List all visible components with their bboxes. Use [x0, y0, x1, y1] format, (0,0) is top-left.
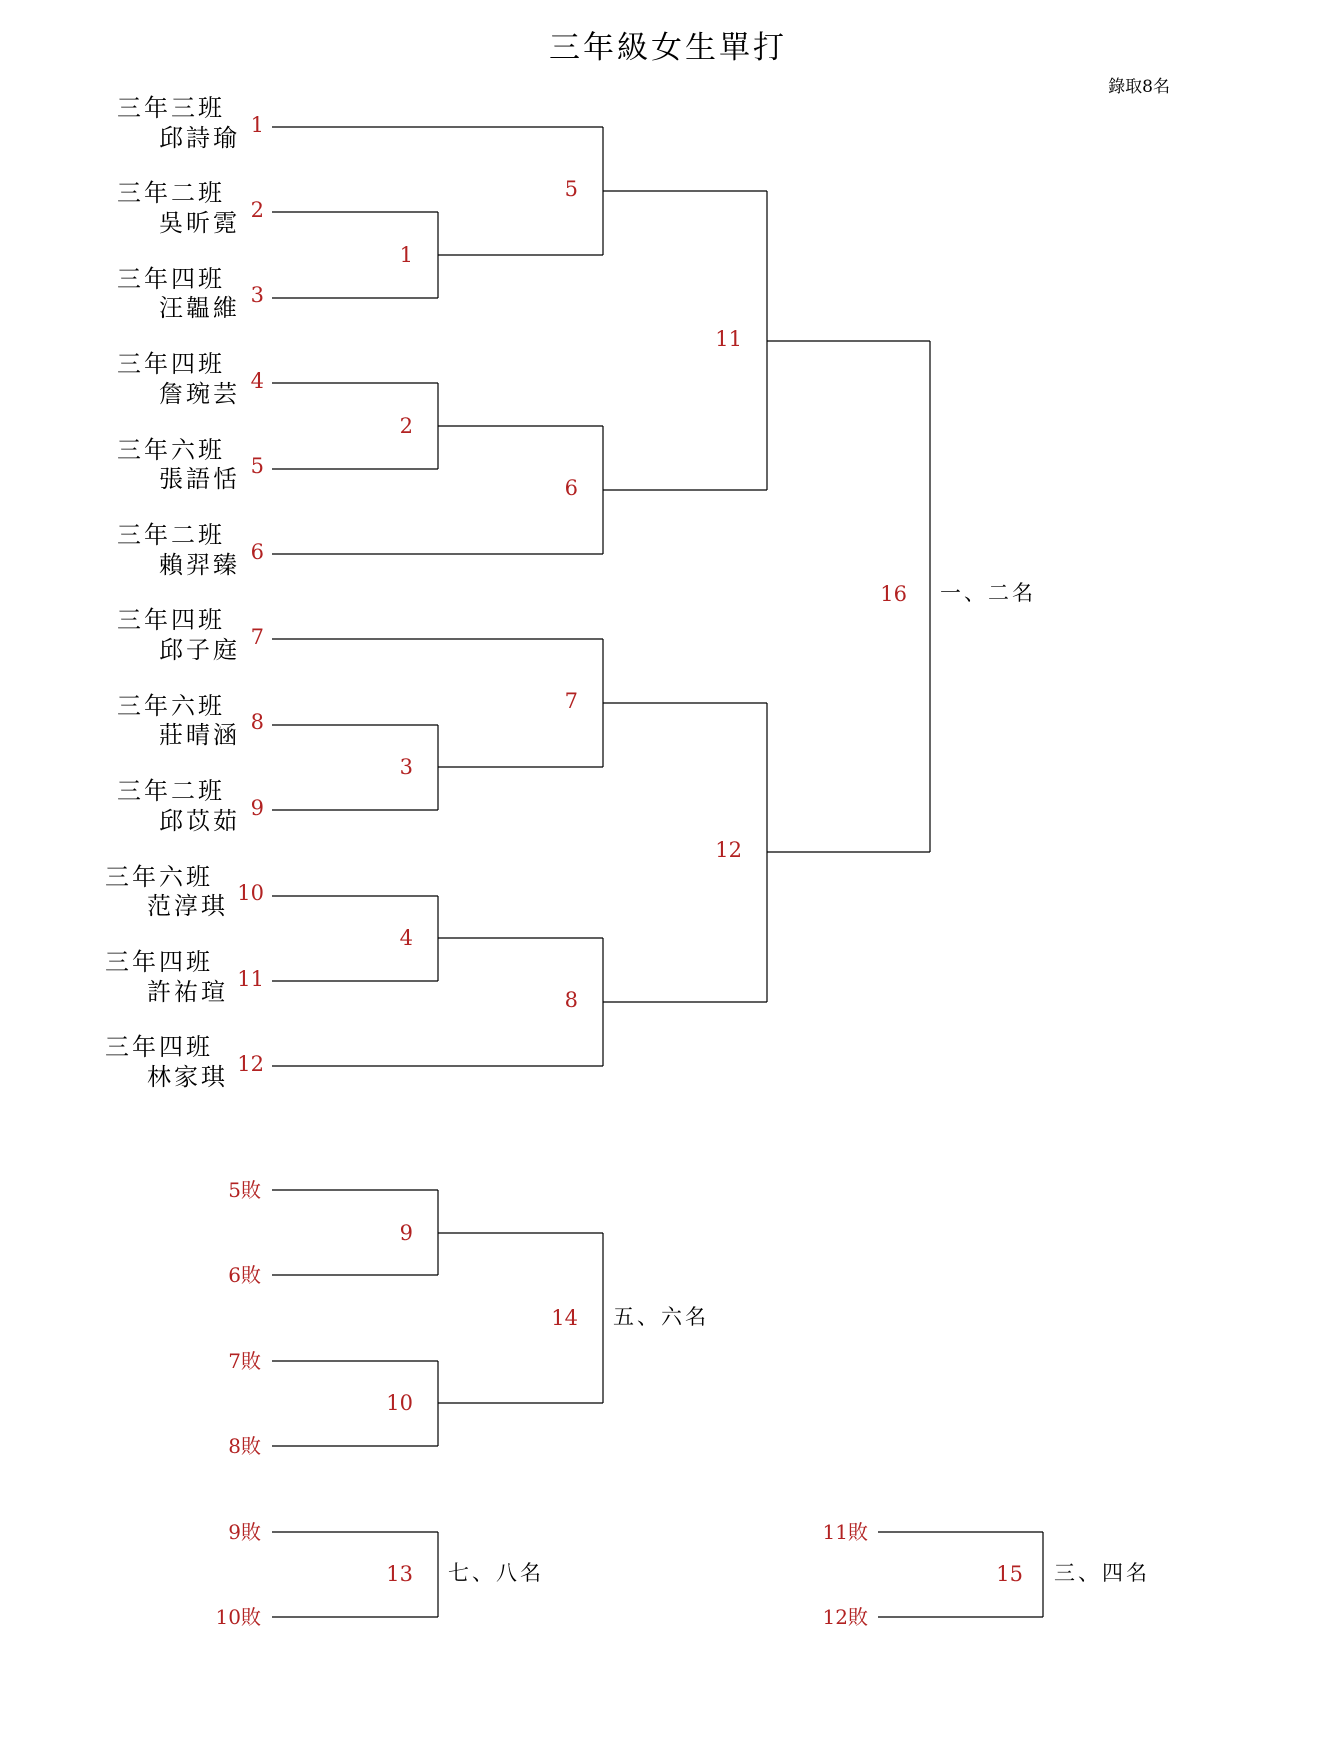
loser-label: 9敗 — [228, 1520, 261, 1544]
place-label-seventh-eighth: 七、八名 — [448, 1561, 544, 1585]
player-class: 三年三班 — [117, 94, 225, 122]
match-number-8: 8 — [564, 988, 578, 1012]
player-entry-12 — [105, 1033, 264, 1091]
player-name: 張語恬 — [159, 465, 240, 493]
place-label-third-fourth: 三、四名 — [1054, 1561, 1150, 1585]
consolation-bracket-7-8 — [272, 1532, 438, 1617]
seed-number: 4 — [250, 369, 264, 393]
player-class: 三年四班 — [117, 350, 225, 378]
player-entry-9 — [117, 777, 264, 835]
match-number-5: 5 — [564, 177, 578, 201]
player-name: 林家琪 — [147, 1063, 228, 1091]
player-class: 三年二班 — [117, 179, 225, 207]
seed-number: 3 — [250, 283, 264, 307]
seed-number: 2 — [250, 198, 264, 222]
player-entry-8 — [117, 692, 264, 749]
seed-number: 8 — [250, 710, 264, 734]
match-number-13: 13 — [386, 1562, 413, 1586]
player-name: 汪韞維 — [159, 294, 240, 322]
page-title: 三年級女生單打 — [549, 30, 787, 66]
match-number-3: 3 — [399, 755, 413, 779]
player-class: 三年六班 — [105, 863, 213, 891]
player-entry-10 — [105, 863, 264, 920]
match-number-6: 6 — [564, 476, 578, 500]
match-number-10: 10 — [386, 1391, 413, 1415]
player-entry-6 — [117, 521, 264, 579]
player-name: 范淳琪 — [147, 892, 228, 920]
seed-number: 10 — [237, 881, 264, 905]
quota-note: 錄取8名 — [1108, 77, 1170, 97]
player-class: 三年六班 — [117, 436, 225, 464]
player-entry-2 — [117, 179, 264, 237]
loser-label: 12敗 — [822, 1605, 868, 1629]
player-class: 三年二班 — [117, 521, 225, 549]
player-name: 賴羿臻 — [159, 551, 240, 579]
player-class: 三年四班 — [105, 1033, 213, 1061]
match-number-15: 15 — [996, 1562, 1023, 1586]
player-name: 莊晴涵 — [159, 721, 240, 749]
place-label-first-second: 一、二名 — [940, 581, 1036, 605]
player-class: 三年四班 — [117, 265, 225, 293]
match-number-4: 4 — [399, 926, 413, 950]
match-number-7: 7 — [564, 689, 578, 713]
loser-label: 6敗 — [228, 1263, 261, 1287]
player-name: 許祐瑄 — [147, 978, 228, 1006]
player-class: 三年四班 — [105, 948, 213, 976]
match-number-1: 1 — [399, 243, 413, 267]
player-name: 吳昕霓 — [159, 209, 240, 237]
place-label-fifth-sixth: 五、六名 — [613, 1305, 709, 1329]
player-entry-4 — [117, 350, 264, 408]
seed-number: 1 — [250, 113, 264, 137]
loser-label: 10敗 — [215, 1605, 261, 1629]
player-name: 邱詩瑜 — [159, 124, 240, 152]
match-number-2: 2 — [399, 414, 413, 438]
player-name: 邱子庭 — [159, 636, 240, 664]
match-number-12: 12 — [715, 838, 742, 862]
seed-number: 9 — [250, 796, 264, 820]
seed-number: 5 — [250, 454, 264, 478]
player-entry-7 — [117, 606, 264, 664]
loser-label: 5敗 — [228, 1178, 261, 1202]
seed-number: 11 — [237, 967, 264, 991]
player-class: 三年二班 — [117, 777, 225, 805]
match-number-14: 14 — [551, 1306, 578, 1330]
main-bracket-lines — [272, 127, 930, 1066]
player-entry-11 — [105, 948, 264, 1006]
player-name: 邱苡茹 — [159, 807, 240, 835]
loser-label: 7敗 — [228, 1349, 261, 1373]
player-class: 三年四班 — [117, 606, 225, 634]
seed-number: 7 — [250, 625, 264, 649]
player-entry-5 — [117, 436, 264, 493]
match-number-11: 11 — [715, 327, 742, 351]
seed-number: 12 — [237, 1052, 264, 1076]
loser-label: 8敗 — [228, 1434, 261, 1458]
seed-number: 6 — [250, 540, 264, 564]
player-entry-1 — [117, 94, 264, 152]
player-entry-3 — [117, 265, 264, 322]
loser-label: 11敗 — [822, 1520, 868, 1544]
player-name: 詹琬芸 — [159, 380, 240, 408]
player-class: 三年六班 — [117, 692, 225, 720]
match-number-16: 16 — [880, 582, 907, 606]
match-number-9: 9 — [399, 1221, 413, 1245]
